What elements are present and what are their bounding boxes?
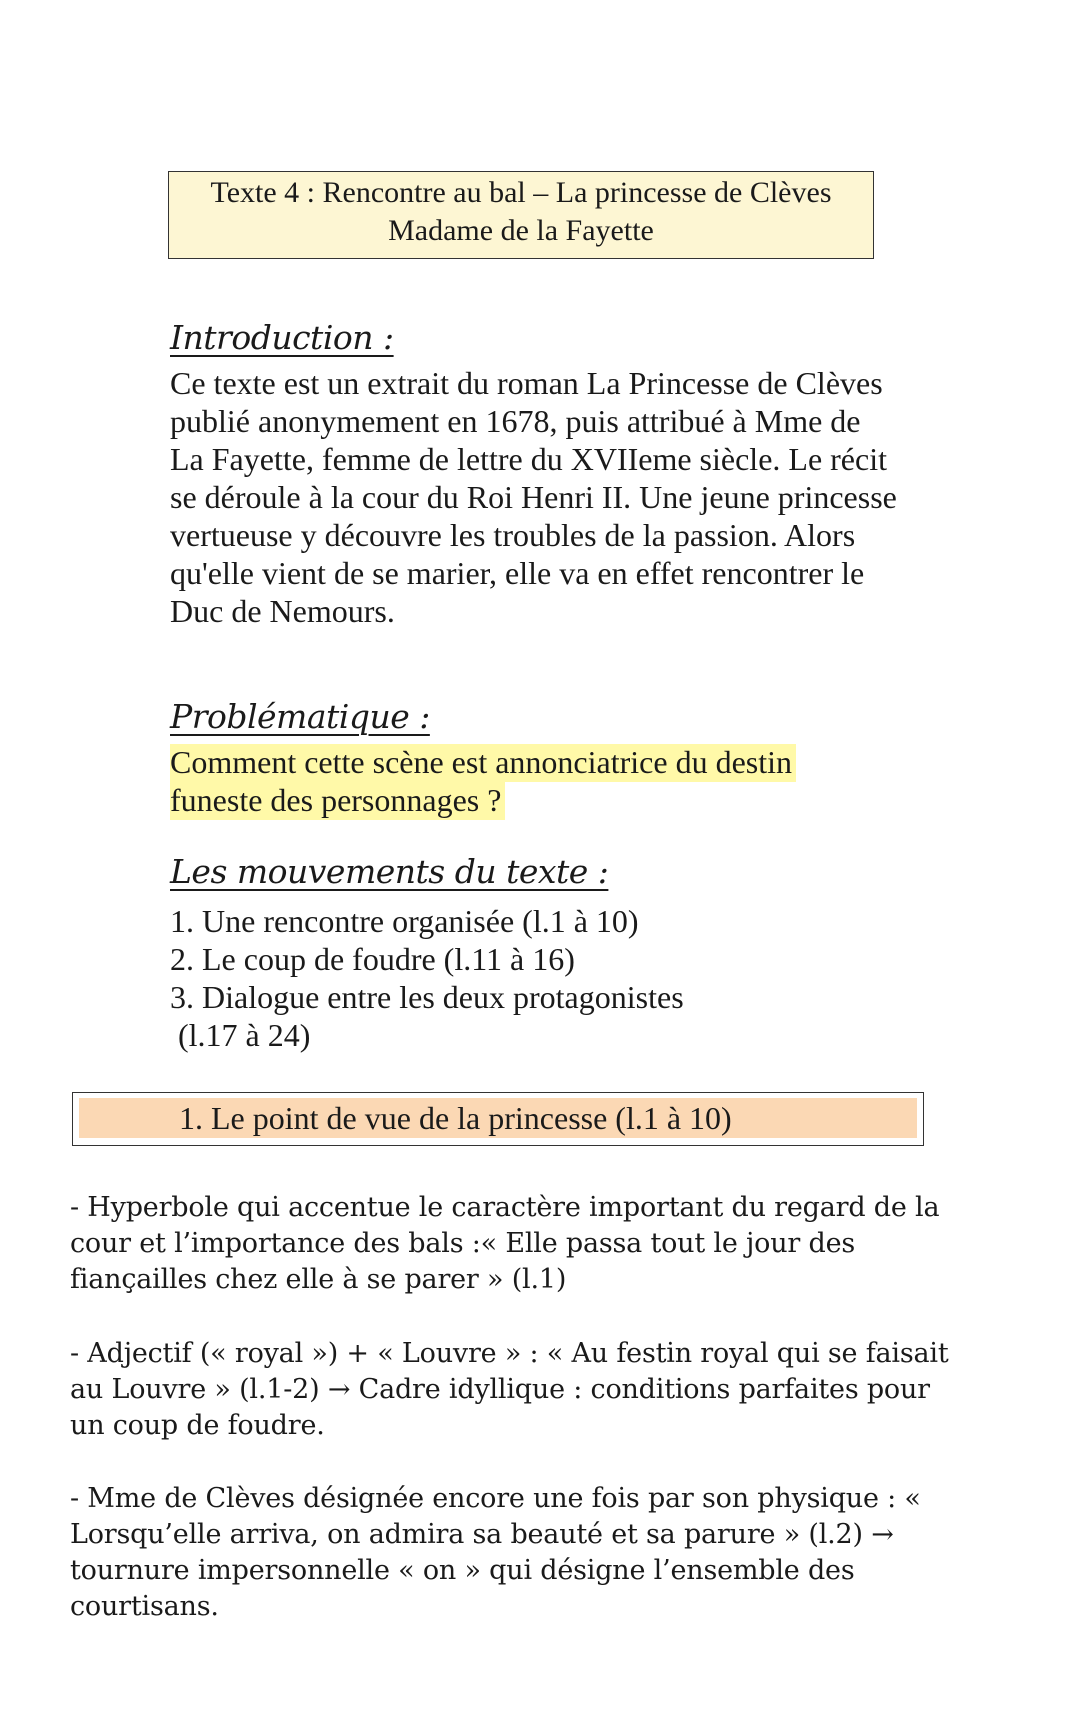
introduction-text: Ce texte est un extrait du roman La Princesse de Clèves publié anonymement en 1678, puis attribué à Mme de La Fayette, femme de lettre du XVIIeme siècle. Le récit se déroule à la cour du Roi Henri II. Une jeune princesse vertueuse y découvre les troubles de la passion. Alors qu'elle vient de se marier, elle va en effet rencontrer le Duc de Nemours. — [170, 365, 897, 629]
mouvement-item-label: 3. Dialogue entre les deux protagonistes — [170, 979, 684, 1015]
analysis-paragraph: - Mme de Clèves désignée encore une fois par son physique : « Lorsqu’elle arriva, on admira sa beauté et sa parure » (l.2) → tournure impersonnelle « on » qui désigne l’ensemble des courtisans. — [70, 1483, 921, 1622]
mouvement-item — [170, 978, 910, 1054]
section-1-title: 1. Le point de vue de la princesse (l.1 à 10) — [79, 1098, 917, 1138]
mouvement-item: 1. Une rencontre organisée (l.1 à 10) — [170, 903, 639, 939]
mouvement-item-ref: (l.17 à 24) — [178, 1017, 311, 1053]
document-title: Texte 4 : Rencontre au bal – La princesse de Clèves — [210, 176, 832, 209]
analysis-paragraph: - Adjectif (« royal ») + « Louvre » : « Au festin royal qui se faisait au Louvre » (l.1-2) → Cadre idyllique : conditions parfaites pour un coup de foudre. — [70, 1338, 949, 1441]
analysis-paragraph: - Hyperbole qui accentue le caractère important du regard de la cour et l’importance des bals :« Elle passa tout le jour des fiançailles chez elle à se parer » (l.1) — [70, 1192, 940, 1295]
mouvements-heading: Les mouvements du texte : — [170, 852, 609, 891]
section-1-box — [72, 1092, 924, 1146]
problematique-text — [170, 743, 890, 819]
introduction-heading: Introduction : — [170, 318, 394, 357]
mouvements-list — [170, 902, 910, 1054]
mouvement-item: 2. Le coup de foudre (l.11 à 16) — [170, 941, 575, 977]
problematique-heading: Problématique : — [170, 697, 430, 736]
title-box — [168, 171, 874, 259]
document-author: Madame de la Fayette — [388, 214, 654, 247]
problematique-highlight: Comment cette scène est annonciatrice du destin funeste des personnages ? — [170, 744, 796, 820]
